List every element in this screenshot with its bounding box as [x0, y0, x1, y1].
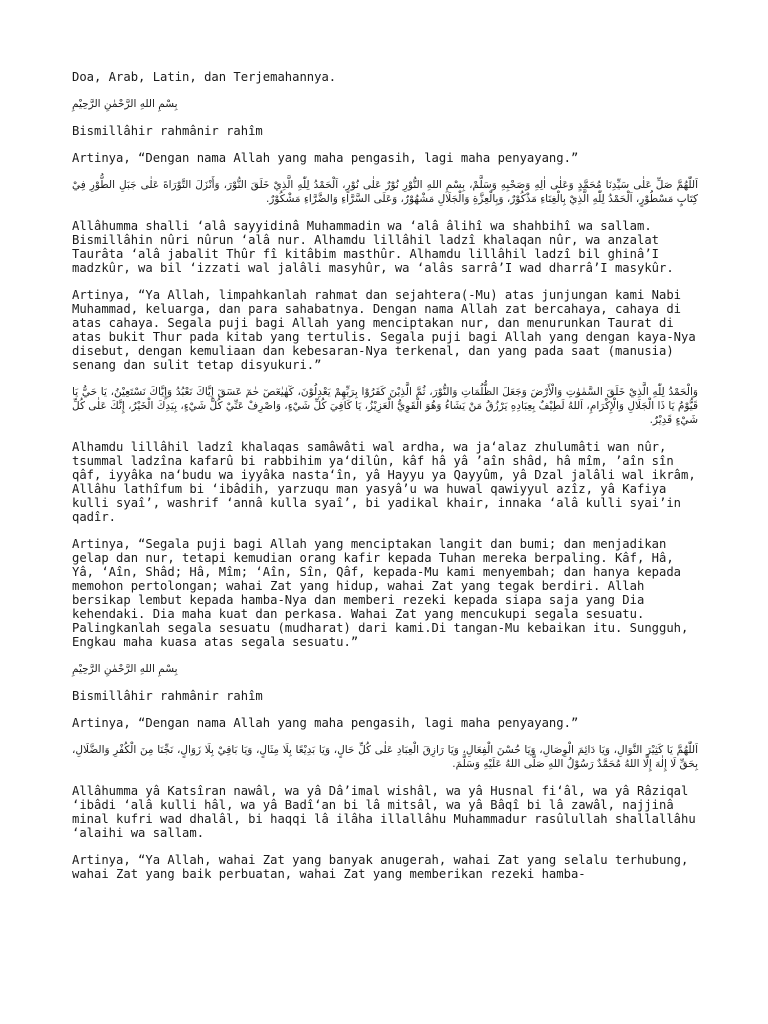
latin-basmala: Bismillâhir rahmânir rahîm	[72, 124, 263, 138]
arabic-basmala: بِسْمِ اللهِ الرَّحْمٰنِ الرَّحِيْمِ	[72, 98, 178, 110]
translation-prayer-2: Artinya, “Segala puji bagi Allah yang menciptakan langit dan bumi; dan menjadikan gelap dan nur, tetapi kemudian orang kafir kepada Tuhan mereka berpaling. Kâf, Hâ, Yâ, ‘Aîn, Shâd; Hâ, Mîm; ‘Aîn, Sîn, Qâf, kepada-Mu kami menyembah; dan hanya kepada memohon pertolongan; wahai Zat yang hidup, wahai Zat yang tegak berdiri. Allah bersikap lembut kepada hamba-Nya dan memberi rezeki kepada siapa saja yang Dia kehendaki. Dia maha kuat dan perkasa. Wahai Zat yang mencukupi segala sesuatu. Palingkanlah segala sesuatu (mudharat) dari kami.Di tangan-Mu kebaikan itu. Sungguh, Engkau maha kuasa atas segala sesuatu.”	[72, 537, 689, 649]
arabic-basmala-2: بِسْمِ اللهِ الرَّحْمٰنِ الرَّحِيْمِ	[72, 663, 178, 675]
arabic-prayer-3: اَللّٰهُمَّ يَا كَثِيْرَ النَّوَالِ، وَيَا دَائِمَ الْوِصَالِ، وَيَا حُسْنَ الْفِعَالِ، وَيَا رَازِقَ الْعِبَادِ عَلٰى كُلِّ حَالٍ، وَيَا بَدِيْعًا بِلَا مِثَالٍ، وَيَا بَاقِيْ بِلَا زَوَالٍ، نَجِّنَا مِنَ الْكُفْرِ وَالضَّلَالِ، بِحَقِّ لَا إِلٰهَ إِلَّا اللهُ مُحَمَّدٌ رَسُوْلُ اللهِ صَلَّى اللهُ عَلَيْهِ وَسَلَّمَ.	[72, 744, 698, 770]
translation-basmala-2: Artinya, “Dengan nama Allah yang maha pengasih, lagi maha penyayang.”	[72, 716, 579, 730]
latin-prayer-1: Allâhumma shalli ‘alâ sayyidinâ Muhammadin wa ‘alâ âlihî wa shahbihî wa sallam. Bismillâhin nûri nûrun ‘alâ nur. Alhamdu lillâhil ladzî khalaqan nûr, wa anzalat Taurâta ‘alâ jabalit Thûr fî kitâbim masthûr. Alhamdu lillâhil ladzî bil ghinâ’I madzkûr, wa bil ‘izzati wal jalâli masyhûr, wa ‘alâs sarrâ’I wad dharrâ’I masykûr.	[72, 219, 674, 275]
translation-basmala: Artinya, “Dengan nama Allah yang maha pengasih, lagi maha penyayang.”	[72, 151, 579, 165]
latin-prayer-2: Alhamdu lillâhil ladzî khalaqas samâwâti wal ardha, wa ja‘alaz zhulumâti wan nûr, tsummal ladzîna kafarû bi rabbihim ya‘dilûn, kâf hâ yâ ’aîn shâd, hâ mîm, ’aîn sîn qâf, iyyâka na‘budu wa iyyâka nasta‘în, yâ Hayyu ya Qayyûm, yâ Dzal jalâli wal ikrâm, Allâhu lathîfum bi ‘ibâdih, yarzuqu man yasyâ’u wa huwal qawiyyul azîz, yâ Kafiya kulli syaî’, washrif ‘annâ kulla syaî’, bi yadikal khair, innaka ‘alâ kulli syai’in qadîr.	[72, 440, 696, 524]
arabic-prayer-2: وَالْحَمْدُ لِلّٰهِ الَّذِيْ خَلَقَ السَّمٰوٰتِ وَالْأَرْضَ وَجَعَلَ الظُّلُمَاتِ وَالنُّوْرَ، ثُمَّ الَّذِيْنَ كَفَرُوْا بِرَبِّهِمْ يَعْدِلُوْنَ، كٓهٰيٰعٓصٓ حٰمٓ عٓسٓقٓ إِيَّاكَ نَعْبُدُ وَإِيَّاكَ نَسْتَعِيْنُ، يَا حَيُّ يَا قَيُّوْمُ يَا ذَا الْجَلَالِ وَالْإِكْرَامِ، اَللهُ لَطِيْفٌ بِعِبَادِهِ يَرْزُقُ مَنْ يَشَاءُ وَهُوَ الْقَوِيُّ الْعَزِيْزُ، يَا كَافِيَ كُلِّ شَيْءٍ، وَاصْرِفْ عَنِّيْ كُلَّ شَيْءٍ، بِيَدِكَ الْخَيْرُ، إِنَّكَ عَلٰى كُلِّ شَيْءٍ قَدِيْرٌ.	[72, 386, 698, 426]
translation-prayer-1: Artinya, “Ya Allah, limpahkanlah rahmat dan sejahtera(-Mu) atas junjungan kami Nabi Muhammad, keluarga, dan para sahabatnya. Dengan nama Allah zat bercahaya, cahaya di atas cahaya. Segala puji bagi Allah yang menciptakan nur, dan menurunkan Taurat di atas bukit Thur pada kitab yang tertulis. Segala puji bagi Allah yang dengan kaya-Nya disebut, dengan kemuliaan dan kebesaran-Nya terkenal, dan yang pada saat (manusia) senang dan sulit tetap disyukuri.”	[72, 288, 696, 372]
latin-basmala-2: Bismillâhir rahmânir rahîm	[72, 689, 263, 703]
document-page	[72, 70, 698, 881]
arabic-prayer-1: اَللّٰهُمَّ صَلِّ عَلٰى سَيِّدِنَا مُحَمَّدٍ وَعَلٰى اٰلِهِ وَصَحْبِهِ وَسَلَّمْ، بِسْمِ اللهِ النُّوْرِ نُوْرٌ عَلٰى نُوْرٍ، اَلْحَمْدُ لِلّٰهِ الَّذِيْ خَلَقَ النُّوْرَ، وَأَنْزَلَ التَّوْرَاةَ عَلٰى جَبَلِ الطُّوْرِ فِيْ كِتَابٍ مَسْطُوْرٍ، اَلْحَمْدُ لِلّٰهِ الَّذِيْ بِالْغِنَاءِ مَذْكُوْرٌ، وَبِالْعِزَّةِ وَالْجَلَالِ مَشْهُوْرٌ، وَعَلَى السَّرَّاءِ وَالضَّرَّاءِ مَشْكُوْرٌ.	[72, 179, 698, 205]
latin-prayer-3: Allâhumma yâ Katsîran nawâl, wa yâ Dâ’imal wishâl, wa yâ Husnal fi‘âl, wa yâ Râziqal ‘ibâdi ‘alâ kulli hâl, wa yâ Badî‘an bi lâ mitsâl, wa yâ Bâqî bi lâ zawâl, najjinâ minal kufri wad dhalâl, bi haqqi lâ ilâha illallâhu Muhammadur rasûlullah shallallâhu ‘alaihi wa sallam.	[72, 784, 696, 840]
translation-prayer-3: Artinya, “Ya Allah, wahai Zat yang banyak anugerah, wahai Zat yang selalu terhubung, wahai Zat yang baik perbuatan, wahai Zat yang memberikan rezeki hamba-	[72, 853, 689, 881]
document-title: Doa, Arab, Latin, dan Terjemahannya.	[72, 70, 337, 84]
